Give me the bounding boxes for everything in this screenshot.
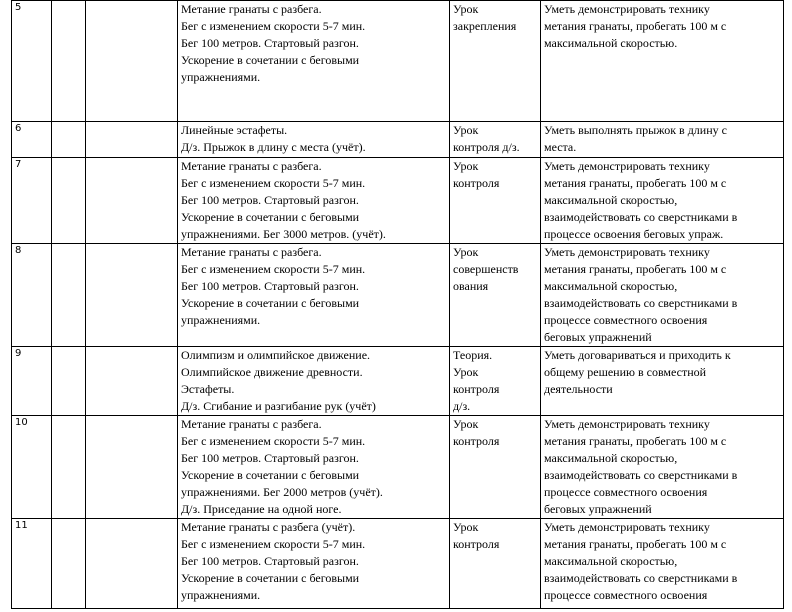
requirement-line: взаимодействовать со сверстниками в [544, 468, 738, 482]
topic-line: Д/з. Приседание на одной ноге. [181, 502, 342, 516]
topic-line: Бег с изменением скорости 5-7 мин. [181, 434, 366, 448]
topic-line: Линейные эстафеты. [181, 123, 288, 137]
topic-line: Бег 100 метров. Стартовый разгон. [181, 554, 359, 568]
lesson-type-cell [450, 347, 541, 416]
topic-line: Бег 100 метров. Стартовый разгон. [181, 451, 359, 465]
requirement-line: метания гранаты, пробегать 100 м с [544, 176, 727, 190]
requirement-line: Уметь демонстрировать технику [544, 245, 710, 259]
lesson-number-cell [12, 1, 52, 122]
lesson-number-cell [12, 519, 52, 609]
empty-cell [86, 1, 178, 122]
topic-line: Бег 100 метров. Стартовый разгон. [181, 193, 359, 207]
requirement-line: Уметь демонстрировать технику [544, 159, 710, 173]
topic-line: упражнениями. Бег 3000 метров. (учёт). [181, 227, 386, 241]
empty-cell [52, 347, 86, 416]
requirement-line: максимальной скоростью, [544, 554, 678, 568]
type-line: Урок [453, 123, 479, 137]
lesson-plan-table [11, 0, 784, 609]
topic-line: Бег с изменением скорости 5-7 мин. [181, 537, 366, 551]
table-row [12, 347, 784, 416]
requirement-line: процессе освоения беговых упраж. [544, 227, 724, 241]
lesson-number: 9 [15, 348, 22, 359]
topic-line: Ускорение в сочетании с беговыми [181, 571, 360, 585]
empty-cell [52, 244, 86, 347]
lesson-type-cell [450, 519, 541, 609]
lesson-type-cell [450, 122, 541, 158]
type-line: Урок [453, 159, 479, 173]
type-line: Урок [453, 417, 479, 431]
lesson-number-cell [12, 416, 52, 519]
requirement-line: взаимодействовать со сверстниками в [544, 571, 738, 585]
type-line: контроля [453, 176, 500, 190]
topic-line: Д/з. Прыжок в длину с места (учёт). [181, 140, 366, 154]
requirements-cell [541, 519, 784, 609]
empty-cell [52, 122, 86, 158]
topic-line: упражнениями. [181, 70, 261, 84]
table-row [12, 1, 784, 122]
table-row [12, 122, 784, 158]
requirement-line: Уметь договариваться и приходить к [544, 348, 731, 362]
topic-line: Метание гранаты с разбега. [181, 159, 322, 173]
topic-line: Метание гранаты с разбега (учёт). [181, 520, 356, 534]
empty-cell [52, 158, 86, 244]
empty-cell [86, 244, 178, 347]
topic-line: Олимпизм и олимпийское движение. [181, 348, 371, 362]
empty-cell [52, 416, 86, 519]
lesson-number: 7 [15, 159, 22, 170]
requirement-line: метания гранаты, пробегать 100 м с [544, 262, 727, 276]
requirement-line: процессе совместного освоения [544, 588, 708, 602]
requirement-line: деятельности [544, 382, 613, 396]
lesson-topic-cell [178, 1, 450, 122]
requirement-line: беговых упражнений [544, 330, 652, 344]
lesson-number: 10 [15, 417, 28, 428]
empty-cell [52, 519, 86, 609]
requirements-cell [541, 244, 784, 347]
topic-line: Бег 100 метров. Стартовый разгон. [181, 36, 359, 50]
table-row [12, 416, 784, 519]
requirement-line: беговых упражнений [544, 502, 652, 516]
requirement-line: места. [544, 140, 577, 154]
lesson-topic-cell [178, 122, 450, 158]
topic-line: Ускорение в сочетании с беговыми [181, 468, 360, 482]
lesson-type-cell [450, 416, 541, 519]
topic-line: Метание гранаты с разбега. [181, 245, 322, 259]
lesson-topic-cell [178, 244, 450, 347]
topic-line: Ускорение в сочетании с беговыми [181, 296, 360, 310]
type-line: Урок [453, 2, 479, 16]
lesson-topic-cell [178, 347, 450, 416]
requirement-line: Уметь выполнять прыжок в длину с [544, 123, 727, 137]
topic-line: Олимпийское движение древности. [181, 365, 363, 379]
topic-line: Бег с изменением скорости 5-7 мин. [181, 176, 366, 190]
type-line: Теория. [453, 348, 493, 362]
table-row [12, 519, 784, 609]
table-row [12, 158, 784, 244]
requirement-line: процессе совместного освоения [544, 485, 708, 499]
topic-line: упражнениями. Бег 2000 метров (учёт). [181, 485, 383, 499]
type-line: контроля [453, 382, 500, 396]
empty-cell [52, 1, 86, 122]
type-line: закрепления [453, 19, 517, 33]
requirement-line: общему решению в совместной [544, 365, 707, 379]
topic-line: упражнениями. [181, 313, 261, 327]
type-line: контроля [453, 537, 500, 551]
type-line: Урок [453, 520, 479, 534]
lesson-number-cell [12, 122, 52, 158]
requirement-line: максимальной скоростью, [544, 451, 678, 465]
topic-line: Метание гранаты с разбега. [181, 2, 322, 16]
topic-line: Ускорение в сочетании с беговыми [181, 210, 360, 224]
topic-line: Бег 100 метров. Стартовый разгон. [181, 279, 359, 293]
topic-line: Эстафеты. [181, 382, 235, 396]
lesson-number-cell [12, 158, 52, 244]
requirement-line: максимальной скоростью, [544, 193, 678, 207]
topic-line: Бег с изменением скорости 5-7 мин. [181, 262, 366, 276]
lesson-type-cell [450, 1, 541, 122]
lesson-number: 8 [15, 245, 22, 256]
requirements-cell [541, 416, 784, 519]
requirement-line: Уметь демонстрировать технику [544, 2, 710, 16]
requirement-line: метания гранаты, пробегать 100 м с [544, 537, 727, 551]
table-row [12, 244, 784, 347]
lesson-number-cell [12, 347, 52, 416]
requirements-cell [541, 158, 784, 244]
lesson-number: 5 [15, 2, 22, 13]
type-line: д/з. [453, 399, 471, 413]
lesson-number: 11 [15, 520, 28, 531]
type-line: контроля [453, 434, 500, 448]
lesson-number: 6 [15, 123, 22, 134]
lesson-topic-cell [178, 416, 450, 519]
type-line: Урок [453, 245, 479, 259]
lesson-type-cell [450, 158, 541, 244]
type-line: ования [453, 279, 489, 293]
topic-line: Д/з. Сгибание и разгибание рук (учёт) [181, 399, 376, 413]
topic-line: Ускорение в сочетании с беговыми [181, 53, 360, 67]
type-line: Урок [453, 365, 479, 379]
requirement-line: метания гранаты, пробегать 100 м с [544, 434, 727, 448]
empty-cell [86, 416, 178, 519]
lesson-type-cell [450, 244, 541, 347]
topic-line: упражнениями. [181, 588, 261, 602]
empty-cell [86, 122, 178, 158]
empty-cell [86, 347, 178, 416]
requirement-line: максимальной скоростью. [544, 36, 678, 50]
requirements-cell [541, 1, 784, 122]
table-body [12, 1, 784, 609]
type-line: контроля д/з. [453, 140, 520, 154]
lesson-number-cell [12, 244, 52, 347]
topic-line: Бег с изменением скорости 5-7 мин. [181, 19, 366, 33]
requirement-line: Уметь демонстрировать технику [544, 417, 710, 431]
requirements-cell [541, 347, 784, 416]
requirement-line: взаимодействовать со сверстниками в [544, 210, 738, 224]
topic-line: Метание гранаты с разбега. [181, 417, 322, 431]
requirements-cell [541, 122, 784, 158]
requirement-line: процессе совместного освоения [544, 313, 708, 327]
requirement-line: взаимодействовать со сверстниками в [544, 296, 738, 310]
lesson-topic-cell [178, 158, 450, 244]
empty-cell [86, 519, 178, 609]
requirement-line: максимальной скоростью, [544, 279, 678, 293]
requirement-line: Уметь демонстрировать технику [544, 520, 710, 534]
type-line: совершенств [453, 262, 519, 276]
empty-cell [86, 158, 178, 244]
lesson-topic-cell [178, 519, 450, 609]
requirement-line: метания гранаты, пробегать 100 м с [544, 19, 727, 33]
